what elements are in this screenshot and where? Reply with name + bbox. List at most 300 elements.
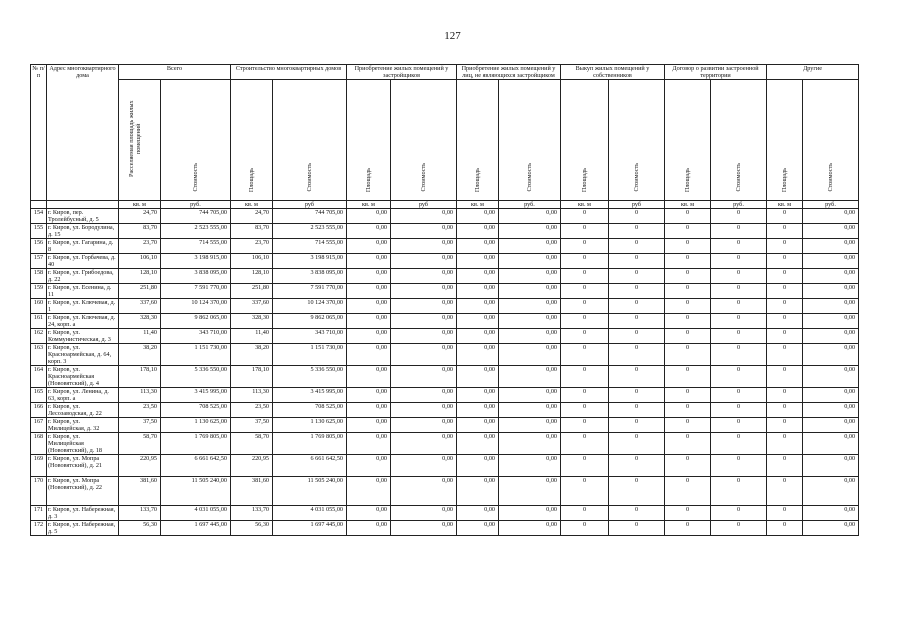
row-value-cell: 0	[609, 314, 665, 329]
row-value-cell: 0,00	[499, 284, 561, 299]
row-value-cell: 0	[711, 403, 767, 418]
row-address: г. Киров, ул. Лесозаводская, д. 22	[47, 403, 119, 418]
row-value-cell: 0	[665, 403, 711, 418]
row-value-cell: 1 130 625,00	[161, 418, 231, 433]
row-value-cell: 0,00	[391, 506, 457, 521]
unit-label: кв. м	[561, 201, 609, 209]
row-value-cell: 0,00	[391, 299, 457, 314]
row-value-cell: 0,00	[347, 224, 391, 239]
row-address: г. Киров, пер. Тролейбусный, д. 5	[47, 209, 119, 224]
header-group-nondeveloper-purchase: Приобретение жилых помещений у лиц, не являющихся застройщиком	[457, 65, 561, 80]
row-value-cell: 0	[609, 344, 665, 366]
row-value-cell: 744 705,00	[273, 209, 347, 224]
row-value-cell: 0,00	[457, 403, 499, 418]
row-value-cell: 0,00	[391, 403, 457, 418]
row-value-cell: 3 838 095,00	[161, 269, 231, 284]
row-address: г. Киров, ул. Коммунистическая, д. 3	[47, 329, 119, 344]
row-value-cell: 0,00	[499, 209, 561, 224]
row-value-cell: 0	[665, 239, 711, 254]
row-value-cell: 0	[561, 299, 609, 314]
table-row	[31, 366, 859, 388]
row-value-cell: 0	[609, 403, 665, 418]
row-value-cell: 178,10	[231, 366, 273, 388]
row-value-cell: 2 523 555,00	[161, 224, 231, 239]
row-value-cell: 381,60	[119, 477, 161, 506]
header-group-territory-development: Договор о развитии застроенной территории	[665, 65, 767, 80]
row-value-cell: 0	[711, 269, 767, 284]
row-value-cell: 337,60	[119, 299, 161, 314]
row-value-cell: 0	[711, 299, 767, 314]
row-address: г. Киров, ул. Красноармейская (Нововятский), д. 4	[47, 366, 119, 388]
subheader-area: Площадь	[231, 80, 273, 201]
row-value-cell: 37,50	[231, 418, 273, 433]
row-value-cell: 0,00	[391, 418, 457, 433]
row-value-cell: 0,00	[457, 388, 499, 403]
row-value-cell: 0,00	[457, 344, 499, 366]
row-value-cell: 0	[767, 239, 803, 254]
row-value-cell: 0	[665, 209, 711, 224]
row-value-cell: 0	[609, 254, 665, 269]
row-value-cell: 5 336 550,00	[273, 366, 347, 388]
row-number: 165	[31, 388, 47, 403]
header-group-other: Другие	[767, 65, 859, 80]
table-row	[31, 403, 859, 418]
row-value-cell: 1 130 625,00	[273, 418, 347, 433]
row-value-cell: 0	[711, 254, 767, 269]
row-value-cell: 4 031 055,00	[273, 506, 347, 521]
row-value-cell: 0,00	[499, 388, 561, 403]
row-value-cell: 0	[609, 366, 665, 388]
row-value-cell: 0,00	[803, 314, 859, 329]
row-value-cell: 0,00	[347, 477, 391, 506]
unit-label: руб	[391, 201, 457, 209]
row-number: 162	[31, 329, 47, 344]
row-value-cell: 6 661 642,50	[161, 455, 231, 477]
row-value-cell: 4 031 055,00	[161, 506, 231, 521]
row-value-cell: 0	[767, 403, 803, 418]
row-value-cell: 0	[767, 299, 803, 314]
row-value-cell: 0,00	[391, 433, 457, 455]
header-group-construction: Строительство многоквартирных домов	[231, 65, 347, 80]
row-value-cell: 0,00	[391, 239, 457, 254]
row-value-cell: 0	[561, 224, 609, 239]
row-value-cell: 0	[767, 506, 803, 521]
subheader-area: Площадь	[767, 80, 803, 201]
table-row	[31, 224, 859, 239]
row-value-cell: 0	[711, 418, 767, 433]
row-value-cell: 0	[665, 388, 711, 403]
row-number: 164	[31, 366, 47, 388]
table-row	[31, 299, 859, 314]
row-value-cell: 0	[609, 299, 665, 314]
table-row	[31, 284, 859, 299]
row-value-cell: 0	[767, 314, 803, 329]
row-value-cell: 0	[561, 329, 609, 344]
row-number: 156	[31, 239, 47, 254]
row-value-cell: 0,00	[457, 209, 499, 224]
row-number: 158	[31, 269, 47, 284]
row-value-cell: 0,00	[391, 314, 457, 329]
row-value-cell: 0,00	[391, 344, 457, 366]
row-value-cell: 0	[711, 329, 767, 344]
row-value-cell: 0,00	[803, 366, 859, 388]
row-value-cell: 0,00	[457, 433, 499, 455]
row-value-cell: 0,00	[457, 418, 499, 433]
row-value-cell: 106,10	[231, 254, 273, 269]
unit-label: руб.	[711, 201, 767, 209]
row-value-cell: 11 505 240,00	[161, 477, 231, 506]
row-value-cell: 0	[609, 506, 665, 521]
row-value-cell: 106,10	[119, 254, 161, 269]
row-number: 155	[31, 224, 47, 239]
row-value-cell: 2 523 555,00	[273, 224, 347, 239]
row-value-cell: 0,00	[391, 366, 457, 388]
table-row	[31, 239, 859, 254]
row-value-cell: 328,30	[119, 314, 161, 329]
row-value-cell: 0,00	[391, 209, 457, 224]
row-value-cell: 0	[711, 433, 767, 455]
row-value-cell: 0	[767, 329, 803, 344]
row-value-cell: 0,00	[347, 329, 391, 344]
row-value-cell: 0,00	[499, 521, 561, 536]
unit-label: руб.	[161, 201, 231, 209]
row-value-cell: 0	[609, 209, 665, 224]
row-value-cell: 0,00	[499, 477, 561, 506]
row-value-cell: 0,00	[457, 269, 499, 284]
row-value-cell: 1 769 805,00	[273, 433, 347, 455]
row-value-cell: 11 505 240,00	[273, 477, 347, 506]
row-value-cell: 0,00	[391, 521, 457, 536]
row-value-cell: 0,00	[347, 506, 391, 521]
row-address: г. Киров, ул. Горбачева, д. 40	[47, 254, 119, 269]
table-row	[31, 344, 859, 366]
row-value-cell: 714 555,00	[161, 239, 231, 254]
unit-label: кв. м	[457, 201, 499, 209]
row-value-cell: 23,70	[119, 239, 161, 254]
row-value-cell: 128,10	[231, 269, 273, 284]
row-value-cell: 328,30	[231, 314, 273, 329]
row-value-cell: 0	[711, 388, 767, 403]
row-value-cell: 0,00	[347, 388, 391, 403]
unit-label: руб.	[803, 201, 859, 209]
row-value-cell: 0	[665, 329, 711, 344]
row-value-cell: 0	[665, 433, 711, 455]
row-value-cell: 23,50	[119, 403, 161, 418]
row-value-cell: 11,40	[231, 329, 273, 344]
row-value-cell: 0	[561, 433, 609, 455]
row-value-cell: 0	[711, 455, 767, 477]
row-value-cell: 0	[665, 366, 711, 388]
row-value-cell: 133,70	[119, 506, 161, 521]
row-number: 172	[31, 521, 47, 536]
row-value-cell: 38,20	[119, 344, 161, 366]
row-value-cell: 0	[665, 284, 711, 299]
table-row	[31, 209, 859, 224]
row-value-cell: 220,95	[231, 455, 273, 477]
row-value-cell: 0	[561, 455, 609, 477]
row-value-cell: 0	[665, 521, 711, 536]
row-value-cell: 0	[609, 418, 665, 433]
row-value-cell: 83,70	[119, 224, 161, 239]
row-value-cell: 0,00	[457, 299, 499, 314]
row-address: г. Киров, ул. Бородулина, д. 15	[47, 224, 119, 239]
row-address: г. Киров, ул. Ленина, д. 63, корп. а	[47, 388, 119, 403]
row-address: г. Киров, ул. Красноармейская, д. 64, корп. 3	[47, 344, 119, 366]
subheader-area: Площадь	[457, 80, 499, 201]
row-value-cell: 0,00	[391, 388, 457, 403]
row-value-cell: 0,00	[457, 521, 499, 536]
row-value-cell: 5 336 550,00	[161, 366, 231, 388]
row-value-cell: 83,70	[231, 224, 273, 239]
row-value-cell: 0	[561, 284, 609, 299]
table-row	[31, 388, 859, 403]
table-row	[31, 506, 859, 521]
row-value-cell: 133,70	[231, 506, 273, 521]
table-row	[31, 329, 859, 344]
row-number: 167	[31, 418, 47, 433]
row-value-cell: 0	[609, 455, 665, 477]
row-value-cell: 0,00	[347, 284, 391, 299]
row-value-cell: 0,00	[499, 224, 561, 239]
row-value-cell: 0,00	[803, 418, 859, 433]
row-value-cell: 0	[711, 224, 767, 239]
units-spacer	[31, 201, 47, 209]
row-value-cell: 0,00	[457, 224, 499, 239]
row-number: 159	[31, 284, 47, 299]
row-value-cell: 24,70	[119, 209, 161, 224]
row-value-cell: 0,00	[499, 299, 561, 314]
row-value-cell: 23,70	[231, 239, 273, 254]
row-value-cell: 0,00	[457, 506, 499, 521]
subheader-area: Площадь	[665, 80, 711, 201]
row-value-cell: 0,00	[391, 269, 457, 284]
row-value-cell: 7 591 770,00	[273, 284, 347, 299]
row-value-cell: 0	[767, 366, 803, 388]
row-value-cell: 0,00	[499, 366, 561, 388]
row-value-cell: 0	[767, 477, 803, 506]
row-value-cell: 0	[609, 477, 665, 506]
row-value-cell: 0	[561, 269, 609, 284]
row-value-cell: 343 710,00	[273, 329, 347, 344]
row-value-cell: 58,70	[231, 433, 273, 455]
row-value-cell: 0,00	[391, 455, 457, 477]
row-number: 161	[31, 314, 47, 329]
row-value-cell: 0	[609, 239, 665, 254]
row-value-cell: 0,00	[803, 403, 859, 418]
row-value-cell: 9 862 065,00	[273, 314, 347, 329]
row-value-cell: 0,00	[499, 455, 561, 477]
row-value-cell: 0,00	[499, 418, 561, 433]
row-address: г. Киров, ул. Мопра (Нововятский), д. 21	[47, 455, 119, 477]
row-value-cell: 0,00	[803, 521, 859, 536]
row-value-cell: 1 697 445,00	[161, 521, 231, 536]
row-value-cell: 0,00	[391, 224, 457, 239]
row-value-cell: 0,00	[499, 239, 561, 254]
row-value-cell: 0,00	[347, 209, 391, 224]
row-value-cell: 337,60	[231, 299, 273, 314]
row-value-cell: 0,00	[803, 344, 859, 366]
row-value-cell: 0	[711, 344, 767, 366]
row-value-cell: 3 198 915,00	[273, 254, 347, 269]
row-value-cell: 0,00	[347, 418, 391, 433]
row-value-cell: 113,30	[231, 388, 273, 403]
row-address: г. Киров, ул. Милицейская (Нововятский), д. 18	[47, 433, 119, 455]
table-row	[31, 254, 859, 269]
row-value-cell: 0,00	[499, 433, 561, 455]
row-value-cell: 0	[609, 329, 665, 344]
row-value-cell: 0	[665, 455, 711, 477]
subheader-cost: Стоимость	[273, 80, 347, 201]
row-value-cell: 0,00	[391, 284, 457, 299]
row-value-cell: 0,00	[347, 403, 391, 418]
row-value-cell: 3 415 995,00	[161, 388, 231, 403]
row-value-cell: 0,00	[347, 239, 391, 254]
row-value-cell: 714 555,00	[273, 239, 347, 254]
row-value-cell: 0,00	[347, 366, 391, 388]
row-value-cell: 0,00	[347, 314, 391, 329]
row-value-cell: 1 769 805,00	[161, 433, 231, 455]
unit-label: кв. м	[767, 201, 803, 209]
table-row	[31, 418, 859, 433]
row-address: г. Киров, ул. Ключевая, д. 24, корп. а	[47, 314, 119, 329]
row-value-cell: 381,60	[231, 477, 273, 506]
row-value-cell: 37,50	[119, 418, 161, 433]
row-value-cell: 0	[711, 477, 767, 506]
row-number: 171	[31, 506, 47, 521]
row-value-cell: 0	[767, 209, 803, 224]
row-value-cell: 0	[609, 433, 665, 455]
subheader-area: Площадь	[561, 80, 609, 201]
row-value-cell: 0,00	[391, 254, 457, 269]
table-row	[31, 269, 859, 284]
row-value-cell: 0,00	[803, 477, 859, 506]
row-value-cell: 0	[665, 344, 711, 366]
row-value-cell: 0,00	[347, 433, 391, 455]
row-value-cell: 220,95	[119, 455, 161, 477]
row-value-cell: 0,00	[391, 477, 457, 506]
subheader-total-area: Расселяемая площадь жилых помещений	[119, 80, 161, 201]
row-value-cell: 0,00	[803, 269, 859, 284]
row-value-cell: 7 591 770,00	[161, 284, 231, 299]
row-address: г. Киров, ул. Набережная, д. 3	[47, 506, 119, 521]
unit-label: кв. м	[231, 201, 273, 209]
row-value-cell: 0,00	[803, 388, 859, 403]
row-value-cell: 0	[767, 254, 803, 269]
row-value-cell: 0,00	[499, 329, 561, 344]
row-value-cell: 0	[767, 284, 803, 299]
row-value-cell: 0	[767, 344, 803, 366]
row-value-cell: 0	[665, 254, 711, 269]
row-value-cell: 0,00	[803, 254, 859, 269]
subheader-cost: Стоимость	[499, 80, 561, 201]
row-value-cell: 0,00	[803, 209, 859, 224]
row-value-cell: 0	[561, 418, 609, 433]
row-value-cell: 744 705,00	[161, 209, 231, 224]
row-value-cell: 0,00	[803, 506, 859, 521]
row-value-cell: 0	[561, 403, 609, 418]
row-value-cell: 251,80	[119, 284, 161, 299]
row-value-cell: 0	[711, 366, 767, 388]
table-row	[31, 477, 859, 506]
row-number: 154	[31, 209, 47, 224]
page-number: 127	[444, 30, 461, 42]
row-value-cell: 0	[767, 418, 803, 433]
row-number: 160	[31, 299, 47, 314]
row-value-cell: 0,00	[457, 239, 499, 254]
row-value-cell: 0,00	[457, 366, 499, 388]
row-value-cell: 58,70	[119, 433, 161, 455]
row-number: 169	[31, 455, 47, 477]
row-value-cell: 3 415 995,00	[273, 388, 347, 403]
row-value-cell: 0,00	[457, 455, 499, 477]
row-value-cell: 178,10	[119, 366, 161, 388]
row-value-cell: 24,70	[231, 209, 273, 224]
row-value-cell: 0,00	[803, 455, 859, 477]
row-value-cell: 0	[711, 209, 767, 224]
row-value-cell: 0	[665, 506, 711, 521]
row-value-cell: 9 862 065,00	[161, 314, 231, 329]
row-value-cell: 0,00	[457, 284, 499, 299]
row-value-cell: 0,00	[347, 455, 391, 477]
row-value-cell: 10 124 370,00	[273, 299, 347, 314]
subheader-cost: Стоимость	[803, 80, 859, 201]
row-number: 157	[31, 254, 47, 269]
subheader-cost: Стоимость	[711, 80, 767, 201]
subheader-area: Площадь	[347, 80, 391, 201]
subheader-cost: Стоимость	[391, 80, 457, 201]
row-value-cell: 0,00	[499, 403, 561, 418]
table-row	[31, 521, 859, 536]
row-value-cell: 0,00	[457, 254, 499, 269]
row-value-cell: 1 151 730,00	[161, 344, 231, 366]
row-value-cell: 0,00	[499, 344, 561, 366]
row-value-cell: 56,30	[119, 521, 161, 536]
row-value-cell: 0,00	[803, 284, 859, 299]
subheader-total-cost: Стоимость	[161, 80, 231, 201]
row-value-cell: 0	[561, 506, 609, 521]
row-value-cell: 0,00	[803, 299, 859, 314]
unit-label: кв. м	[665, 201, 711, 209]
row-value-cell: 113,30	[119, 388, 161, 403]
resettlement-table	[30, 64, 859, 536]
row-number: 163	[31, 344, 47, 366]
row-value-cell: 0	[711, 284, 767, 299]
subheader-cost: Стоимость	[609, 80, 665, 201]
row-value-cell: 0	[561, 209, 609, 224]
row-value-cell: 0	[609, 284, 665, 299]
row-value-cell: 0	[561, 388, 609, 403]
row-value-cell: 0	[561, 344, 609, 366]
row-value-cell: 128,10	[119, 269, 161, 284]
row-value-cell: 1 151 730,00	[273, 344, 347, 366]
row-value-cell: 0	[711, 521, 767, 536]
row-value-cell: 0,00	[499, 506, 561, 521]
row-value-cell: 56,30	[231, 521, 273, 536]
row-value-cell: 0,00	[347, 269, 391, 284]
row-value-cell: 0	[609, 388, 665, 403]
unit-label: руб.	[499, 201, 561, 209]
row-value-cell: 10 124 370,00	[161, 299, 231, 314]
table-row	[31, 314, 859, 329]
row-value-cell: 3 838 095,00	[273, 269, 347, 284]
row-number: 170	[31, 477, 47, 506]
row-value-cell: 0	[767, 224, 803, 239]
row-value-cell: 0,00	[347, 254, 391, 269]
row-value-cell: 6 661 642,50	[273, 455, 347, 477]
row-value-cell: 0	[609, 521, 665, 536]
header-num: № п/п	[31, 65, 47, 201]
row-value-cell: 0,00	[347, 521, 391, 536]
